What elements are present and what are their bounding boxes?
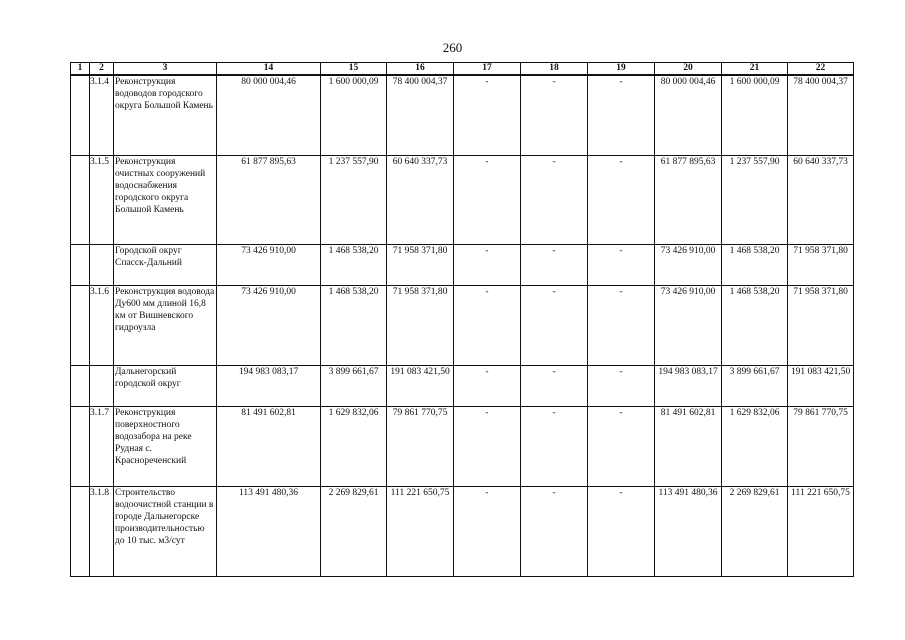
cell-col-16: 71 958 371,80 [387, 285, 454, 365]
row-code [90, 244, 114, 285]
cell-col-19: - [588, 365, 655, 406]
table-body [71, 75, 854, 576]
row-title: Реконструкция очистных сооружений водоснабжения городского округа Большой Камень [114, 155, 217, 244]
column-header-2: 2 [90, 63, 114, 76]
cell-col-22: 78 400 004,37 [788, 75, 854, 155]
cell-col-1 [71, 365, 90, 406]
cell-col-15: 1 629 832,06 [321, 406, 387, 486]
cell-col-18: - [521, 406, 588, 486]
cell-col-14: 194 983 083,17 [217, 365, 321, 406]
cell-col-19: - [588, 486, 655, 576]
cell-col-21: 1 468 538,20 [722, 244, 788, 285]
cell-col-14: 80 000 004,46 [217, 75, 321, 155]
cell-col-16: 191 083 421,50 [387, 365, 454, 406]
cell-col-19: - [588, 155, 655, 244]
row-code: 3.1.5 [90, 155, 114, 244]
row-code [90, 365, 114, 406]
cell-col-21: 1 468 538,20 [722, 285, 788, 365]
cell-col-22: 191 083 421,50 [788, 365, 854, 406]
cell-col-17: - [454, 75, 521, 155]
cell-col-17: - [454, 486, 521, 576]
cell-col-21: 1 237 557,90 [722, 155, 788, 244]
cell-col-22: 71 958 371,80 [788, 285, 854, 365]
cell-col-21: 1 629 832,06 [722, 406, 788, 486]
cell-col-1 [71, 155, 90, 244]
cell-col-20: 73 426 910,00 [655, 285, 722, 365]
table-row [71, 406, 854, 486]
table-header [71, 63, 854, 76]
row-title: Реконструкция поверхностного водозабора на реке Рудная с. Краснореченский [114, 406, 217, 486]
column-header-18: 18 [521, 63, 588, 76]
cell-col-19: - [588, 285, 655, 365]
header-row [71, 63, 854, 76]
cell-col-17: - [454, 365, 521, 406]
cell-col-1 [71, 75, 90, 155]
cell-col-16: 111 221 650,75 [387, 486, 454, 576]
cell-col-20: 81 491 602,81 [655, 406, 722, 486]
cell-col-22: 79 861 770,75 [788, 406, 854, 486]
column-header-1: 1 [71, 63, 90, 76]
cell-col-19: - [588, 406, 655, 486]
row-title: Строительство водоочистной станции в городе Дальнегорске производительностью до 10 тыс. м3/сут [114, 486, 217, 576]
cell-col-14: 73 426 910,00 [217, 285, 321, 365]
cell-col-19: - [588, 244, 655, 285]
cell-col-20: 194 983 083,17 [655, 365, 722, 406]
cell-col-18: - [521, 155, 588, 244]
column-header-20: 20 [655, 63, 722, 76]
cell-col-14: 113 491 480,36 [217, 486, 321, 576]
cell-col-21: 3 899 661,67 [722, 365, 788, 406]
row-title: Городской округ Спасск-Дальний [114, 244, 217, 285]
cell-col-17: - [454, 406, 521, 486]
row-code: 3.1.6 [90, 285, 114, 365]
cell-col-20: 73 426 910,00 [655, 244, 722, 285]
row-code: 3.1.8 [90, 486, 114, 576]
cell-col-15: 2 269 829,61 [321, 486, 387, 576]
column-header-17: 17 [454, 63, 521, 76]
cell-col-1 [71, 244, 90, 285]
cell-col-14: 61 877 895,63 [217, 155, 321, 244]
row-code: 3.1.7 [90, 406, 114, 486]
row-title: Реконструкция водоводов городского округа Большой Камень [114, 75, 217, 155]
cell-col-15: 1 468 538,20 [321, 285, 387, 365]
table-row [71, 75, 854, 155]
column-header-14: 14 [217, 63, 321, 76]
page-number: 260 [442, 40, 463, 55]
column-header-21: 21 [722, 63, 788, 76]
cell-col-16: 60 640 337,73 [387, 155, 454, 244]
cell-col-14: 81 491 602,81 [217, 406, 321, 486]
budget-table [70, 62, 854, 577]
column-header-22: 22 [788, 63, 854, 76]
cell-col-19: - [588, 75, 655, 155]
cell-col-15: 1 468 538,20 [321, 244, 387, 285]
table-row [71, 365, 854, 406]
cell-col-21: 2 269 829,61 [722, 486, 788, 576]
cell-col-17: - [454, 155, 521, 244]
cell-col-17: - [454, 285, 521, 365]
cell-col-21: 1 600 000,09 [722, 75, 788, 155]
column-header-19: 19 [588, 63, 655, 76]
cell-col-1 [71, 406, 90, 486]
cell-col-22: 71 958 371,80 [788, 244, 854, 285]
cell-col-15: 1 600 000,09 [321, 75, 387, 155]
cell-col-20: 80 000 004,46 [655, 75, 722, 155]
cell-col-22: 111 221 650,75 [788, 486, 854, 576]
cell-col-16: 79 861 770,75 [387, 406, 454, 486]
cell-col-18: - [521, 244, 588, 285]
cell-col-15: 3 899 661,67 [321, 365, 387, 406]
row-code: 3.1.4 [90, 75, 114, 155]
cell-col-16: 78 400 004,37 [387, 75, 454, 155]
cell-col-17: - [454, 244, 521, 285]
cell-col-18: - [521, 365, 588, 406]
cell-col-18: - [521, 75, 588, 155]
cell-col-22: 60 640 337,73 [788, 155, 854, 244]
cell-col-15: 1 237 557,90 [321, 155, 387, 244]
table-row [71, 285, 854, 365]
cell-col-18: - [521, 486, 588, 576]
row-title: Дальнегорский городской округ [114, 365, 217, 406]
cell-col-14: 73 426 910,00 [217, 244, 321, 285]
table-row [71, 155, 854, 244]
cell-col-20: 61 877 895,63 [655, 155, 722, 244]
table-row [71, 244, 854, 285]
cell-col-16: 71 958 371,80 [387, 244, 454, 285]
cell-col-1 [71, 285, 90, 365]
row-title: Реконструкция водовода Ду600 мм длиной 16,8 км от Вишневского гидроузла [114, 285, 217, 365]
column-header-15: 15 [321, 63, 387, 76]
cell-col-1 [71, 486, 90, 576]
table-row [71, 486, 854, 576]
cell-col-20: 113 491 480,36 [655, 486, 722, 576]
cell-col-18: - [521, 285, 588, 365]
column-header-3: 3 [114, 63, 217, 76]
column-header-16: 16 [387, 63, 454, 76]
